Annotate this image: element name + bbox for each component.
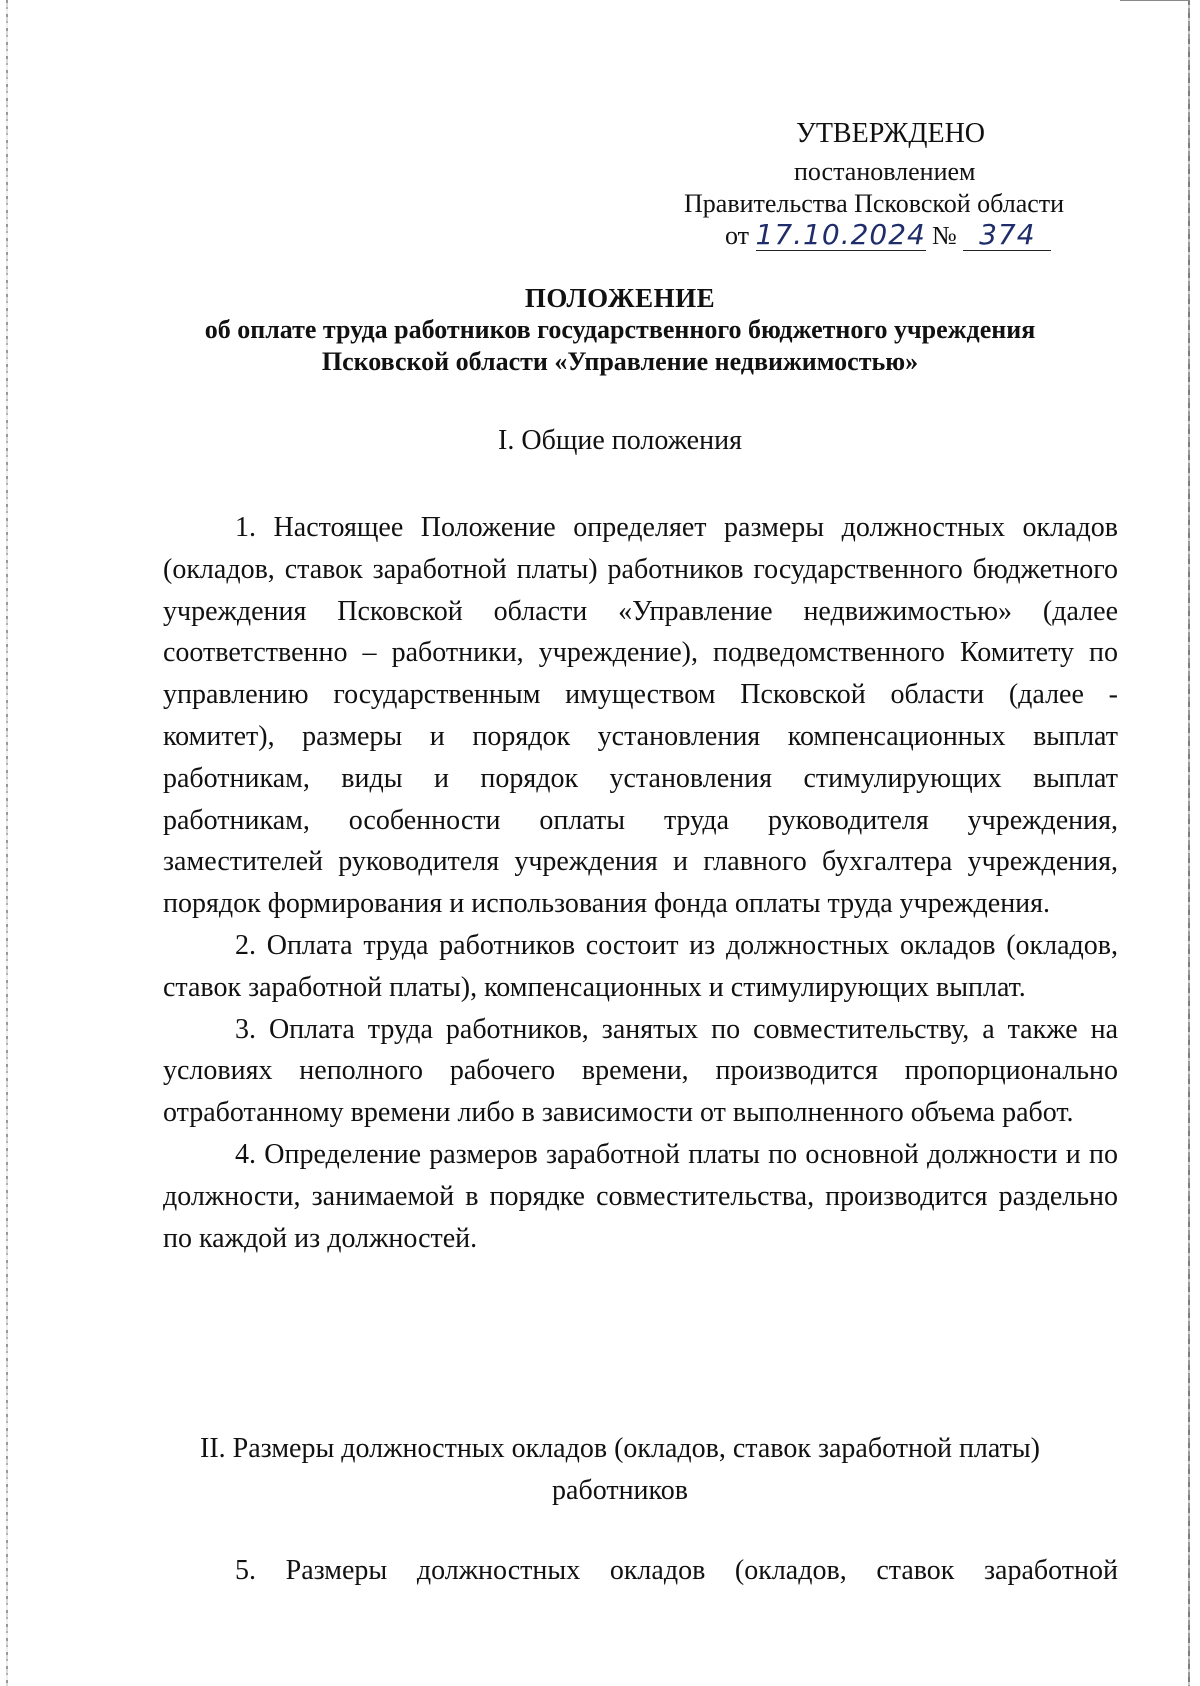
- approval-line-government: Правительства Псковской области: [684, 189, 1065, 218]
- section-2-title-line1: II. Размеры должностных окладов (окладов, ставок заработной платы): [200, 1433, 1040, 1464]
- scan-edge-right: [1188, 0, 1190, 1686]
- approval-date-handwritten: 17.10.2024: [755, 218, 926, 251]
- document-title: ПОЛОЖЕНИЕ: [524, 283, 716, 313]
- scan-edge-top: [1120, 0, 1190, 1]
- paragraph-4: 4. Определение размеров заработной платы по основной должности и по должности, занимаемой в порядке совместительства, производится раздельно по каждой из должностей.: [163, 1138, 1118, 1254]
- section-1-body: [163, 507, 1118, 1259]
- paragraph-3: 3. Оплата труда работников, занятых по совместительству, а также на условиях неполного рабочего времени, производится пропорционально отработанному времени либо в зависимости от выполненного объема работ.: [163, 1013, 1118, 1129]
- approval-date-number-line: [725, 220, 1051, 252]
- approval-line-decree: постановлением: [794, 157, 976, 186]
- document-title-block: [150, 282, 1090, 378]
- approval-number-sign: №: [932, 221, 957, 250]
- approval-from-prefix: от: [725, 221, 750, 250]
- scan-edge-left: [6, 0, 8, 1686]
- approval-number-handwritten: 374: [963, 220, 1051, 251]
- section-2-body: [163, 1550, 1118, 1592]
- document-subtitle-line1: об оплате труда работников государственного бюджетного учреждения: [204, 315, 1036, 344]
- section-2-title: [150, 1428, 1090, 1512]
- approval-title: УТВЕРЖДЕНО: [796, 118, 986, 149]
- paragraph-5: 5. Размеры должностных окладов (окладов, ставок заработной: [235, 1555, 1118, 1586]
- section-1-title: I. Общие положения: [498, 425, 742, 456]
- section-2-title-line2: работников: [552, 1475, 688, 1506]
- document-subtitle-line2: Псковской области «Управление недвижимостью»: [321, 347, 919, 376]
- paragraph-2: 2. Оплата труда работников состоит из должностных окладов (окладов, ставок заработной платы), компенсационных и стимулирующих выплат.: [163, 929, 1118, 1003]
- paragraph-1: 1. Настоящее Положение определяет размеры должностных окладов (окладов, ставок заработной платы) работников государственного бюджетного учреждения Псковской области «Управление недвижимостью» (далее соответственно – работники, учреждение), подведомственного Комитету по управлению государственным имуществом Псковской области (далее - комитет), размеры и порядок установления компенсационных выплат работникам, виды и порядок установления стимулирующих выплат работникам, особенности оплаты труда руководителя учреждения, заместителей руководителя учреждения и главного бухгалтера учреждения, порядок формирования и использования фонда оплаты труда учреждения.: [163, 512, 1118, 920]
